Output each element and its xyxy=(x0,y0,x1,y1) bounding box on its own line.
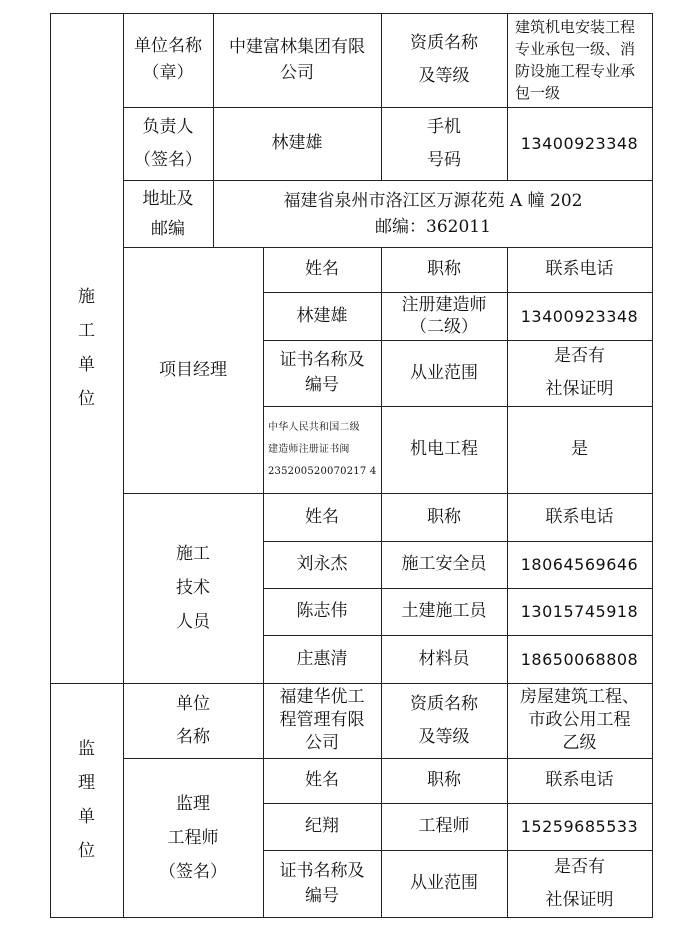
tech-row-title: 施工安全员 xyxy=(401,554,487,574)
project-manager-label: 项目经理 xyxy=(159,359,227,380)
pm-social-label: 是否有 社保证明 xyxy=(545,346,614,399)
pm-scope-value: 机电工程 xyxy=(410,439,478,459)
address-label: 地址及 邮编 xyxy=(142,188,194,239)
pm-cert-label: 证书名称及 编号 xyxy=(279,350,365,395)
unit-name-label: 单位名称 （章） xyxy=(134,36,202,83)
pm-cert-value: 中华人民共和国二级 建造师注册证书闽 235200520070217 4 xyxy=(268,421,377,477)
tech-header-name: 姓名 xyxy=(305,506,339,527)
sup-engineer-title: 工程师 xyxy=(418,816,470,836)
sup-scope-label: 从业范围 xyxy=(410,873,478,893)
sup-header-phone: 联系电话 xyxy=(545,770,614,790)
pm-scope-label: 从业范围 xyxy=(410,362,478,383)
pm-social-value: 是 xyxy=(571,439,588,459)
tech-header-title: 职称 xyxy=(427,506,461,527)
sup-header-title: 职称 xyxy=(427,770,461,790)
sup-header-name: 姓名 xyxy=(305,770,339,790)
qualification-label: 资质名称 及等级 xyxy=(410,33,478,86)
tech-row-title: 土建施工员 xyxy=(401,601,487,621)
address-value: 福建省泉州市洛江区万源花苑 A 幢 202 邮编：362011 xyxy=(283,190,583,237)
qualification-value: 建筑机电安装工程 专业承包一级、消 防设施工程专业承 包一级 xyxy=(515,18,636,102)
mobile-label: 手机 号码 xyxy=(427,116,461,170)
pm-phone: 13400923348 xyxy=(520,306,639,326)
table-border-right xyxy=(652,13,653,918)
tech-row-phone: 13015745918 xyxy=(520,602,639,621)
tech-row-phone: 18064569646 xyxy=(520,555,639,574)
sup-unit-name-value: 福建华优工 程管理有限 公司 xyxy=(279,687,365,753)
pm-header-title: 职称 xyxy=(427,259,461,279)
pm-header-name: 姓名 xyxy=(305,259,339,279)
tech-row-name: 陈志伟 xyxy=(296,601,348,621)
sup-qualification-value: 房屋建筑工程、 市政公用工程 乙级 xyxy=(520,687,639,753)
sup-cert-label: 证书名称及 编号 xyxy=(279,860,365,906)
tech-header-phone: 联系电话 xyxy=(545,506,614,527)
unit-name-value: 中建富林集团有限 公司 xyxy=(229,37,365,83)
pm-header-phone: 联系电话 xyxy=(545,259,614,279)
tech-row-title: 材料员 xyxy=(418,648,470,669)
tech-row-name: 庄惠清 xyxy=(296,648,348,669)
responsible-label: 负责人 （签名） xyxy=(134,116,202,170)
sup-social-label: 是否有 社保证明 xyxy=(545,856,614,910)
sup-engineer-name: 纪翔 xyxy=(305,816,339,836)
responsible-value: 林建雄 xyxy=(271,133,323,153)
mobile-value: 13400923348 xyxy=(520,134,639,153)
technical-staff-label: 施工 技术 人员 xyxy=(176,544,210,632)
tech-row-phone: 18650068808 xyxy=(520,649,639,669)
pm-title: 注册建造师 （二级） xyxy=(401,295,487,337)
supervision-unit-label: 监 理 单 位 xyxy=(78,739,95,861)
tech-row-name: 刘永杰 xyxy=(296,554,348,574)
sup-unit-name-label: 单位 名称 xyxy=(176,693,210,747)
sup-engineer-phone: 15259685533 xyxy=(520,817,639,836)
pm-name: 林建雄 xyxy=(296,305,348,326)
sup-qualification-label: 资质名称 及等级 xyxy=(410,693,478,747)
construction-unit-label: 施 工 单 位 xyxy=(78,287,95,409)
supervision-engineer-label: 监理 工程师 （签名） xyxy=(159,793,227,882)
table-border-bottom xyxy=(50,917,653,918)
